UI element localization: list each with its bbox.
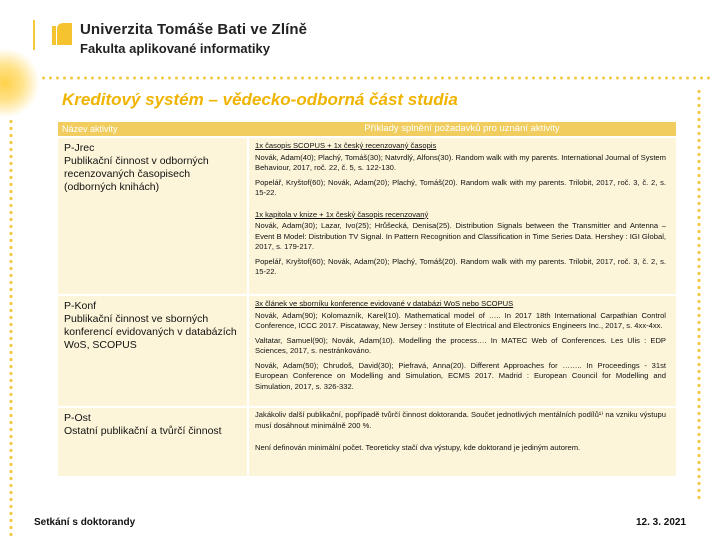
- activity-cell: [58, 408, 249, 476]
- activity-cell: [58, 296, 249, 406]
- activity-code: P-Konf: [64, 300, 97, 312]
- table-row: [58, 294, 676, 406]
- citation: Valtatar, Samuel(90); Novák, Adam(10). Modelling the process…. In MATEC Web of Conferences. Les Ulis : EDP Sciences, 2017, s. nestránkováno.: [255, 335, 666, 355]
- slide-title: Kreditový systém – vědecko-odborná část studia: [62, 90, 458, 109]
- decorative-dots-top: [40, 75, 710, 81]
- activity-code: P-Jrec: [64, 142, 95, 154]
- university-name: Univerzita Tomáše Bati ve Zlíně: [80, 21, 308, 38]
- table-row: [58, 406, 676, 476]
- table-header: [58, 122, 676, 136]
- footer-date: 12. 3. 2021: [636, 517, 687, 528]
- examples-cell: [249, 408, 676, 476]
- activities-table: [58, 122, 676, 476]
- column-header-activity: Název aktivity: [62, 124, 118, 134]
- table-row: [58, 136, 676, 294]
- citation: Popelář, Kryštof(60); Novák, Adam(20); Plachý, Tomáš(20). Random walk with my parents. Trilobit, 2017, roč. 3, č. 2, s. 15-22.: [255, 256, 666, 276]
- activity-cell: [58, 138, 249, 294]
- examples-cell: [249, 296, 676, 406]
- activity-code: P-Ost: [64, 412, 91, 424]
- activity-description: Publikační činnost ve sborných konferencí evidovaných v databázích WoS, SCOPUS: [64, 313, 237, 351]
- citation: Novák, Adam(30); Lazar, Ivo(25); Hrůšecká, Denisa(25). Distribution Signals between the Transmitter and Antenna – Event B Model: Distribution TV Signal. In Pattern Recognition and Classification in Time Series Data. Hershey : IGI Global, 2017, s. 179-217.: [255, 221, 666, 251]
- decorative-dots-left: [8, 118, 14, 538]
- requirement-heading: 1x kapitola v knize + 1x český časopis recenzovaný: [255, 209, 429, 219]
- header-divider: [33, 20, 35, 50]
- column-header-examples: Příklady splnění požadavků pro uznání aktivity: [364, 123, 560, 134]
- activity-description: Publikační činnost v odborných recenzovaných časopisech (odborných knihách): [64, 155, 209, 193]
- rule-text: Není definován minimální počet. Teoreticky stačí dva výstupy, kde doktorand je jediným autorem.: [255, 443, 581, 452]
- decorative-glow: [0, 48, 40, 118]
- citation: Popelář, Kryštof(60); Novák, Adam(20); Plachý, Tomáš(20). Random walk with my parents. Trilobit, 2017, roč. 3, č. 2, s. 15-22.: [255, 177, 666, 197]
- citation: Novák, Adam(50); Chrudoš, David(30); Piefravá, Anna(20). Different Approaches for …….. In Proceedings - 31st European Conference on Modelling and Simulation, ECMS 2017. Madrid : European Council for Modelling and Simulation, 2017, s. 326-332.: [255, 360, 666, 391]
- citation: Novák, Adam(90); Kolomazník, Karel(10). Mathematical model of ….. In 2017 18th International Carpathian Control Conference, ICCC 2017. Piscataway, New Jersey : Institute of Electrical and Electronics Engineers Inc., 2017, s. 4xx-4xx.: [255, 310, 666, 330]
- university-logo-icon: [52, 23, 72, 45]
- decorative-dots-right: [696, 88, 702, 503]
- faculty-name: Fakulta aplikované informatiky: [80, 41, 271, 56]
- rule-text: Jakákoliv další publikační, popřípadě tvůrčí činnost doktoranda. Součet jednotlivých mentálních podílů¹⁾ na vzniku výstupu musí dosáhnout minimálně 200 %.: [255, 410, 666, 430]
- requirement-heading: 1x časopis SCOPUS + 1x český recenzovaný časopis: [255, 141, 437, 150]
- footer-event-name: Setkání s doktorandy: [34, 517, 136, 528]
- activity-description: Ostatní publikační a tvůrčí činnost: [64, 425, 222, 437]
- examples-cell: [249, 138, 676, 294]
- requirement-heading: 3x článek ve sborníku konference evidované v databázi WoS nebo SCOPUS: [255, 299, 514, 308]
- citation: Novák, Adam(40); Plachý, Tomáš(30); Natvrdlý, Alfons(30). Random walk with my parents. International Journal of System Behaviour, 2017, roč. 22, č. 5, s. 122-130.: [255, 152, 666, 172]
